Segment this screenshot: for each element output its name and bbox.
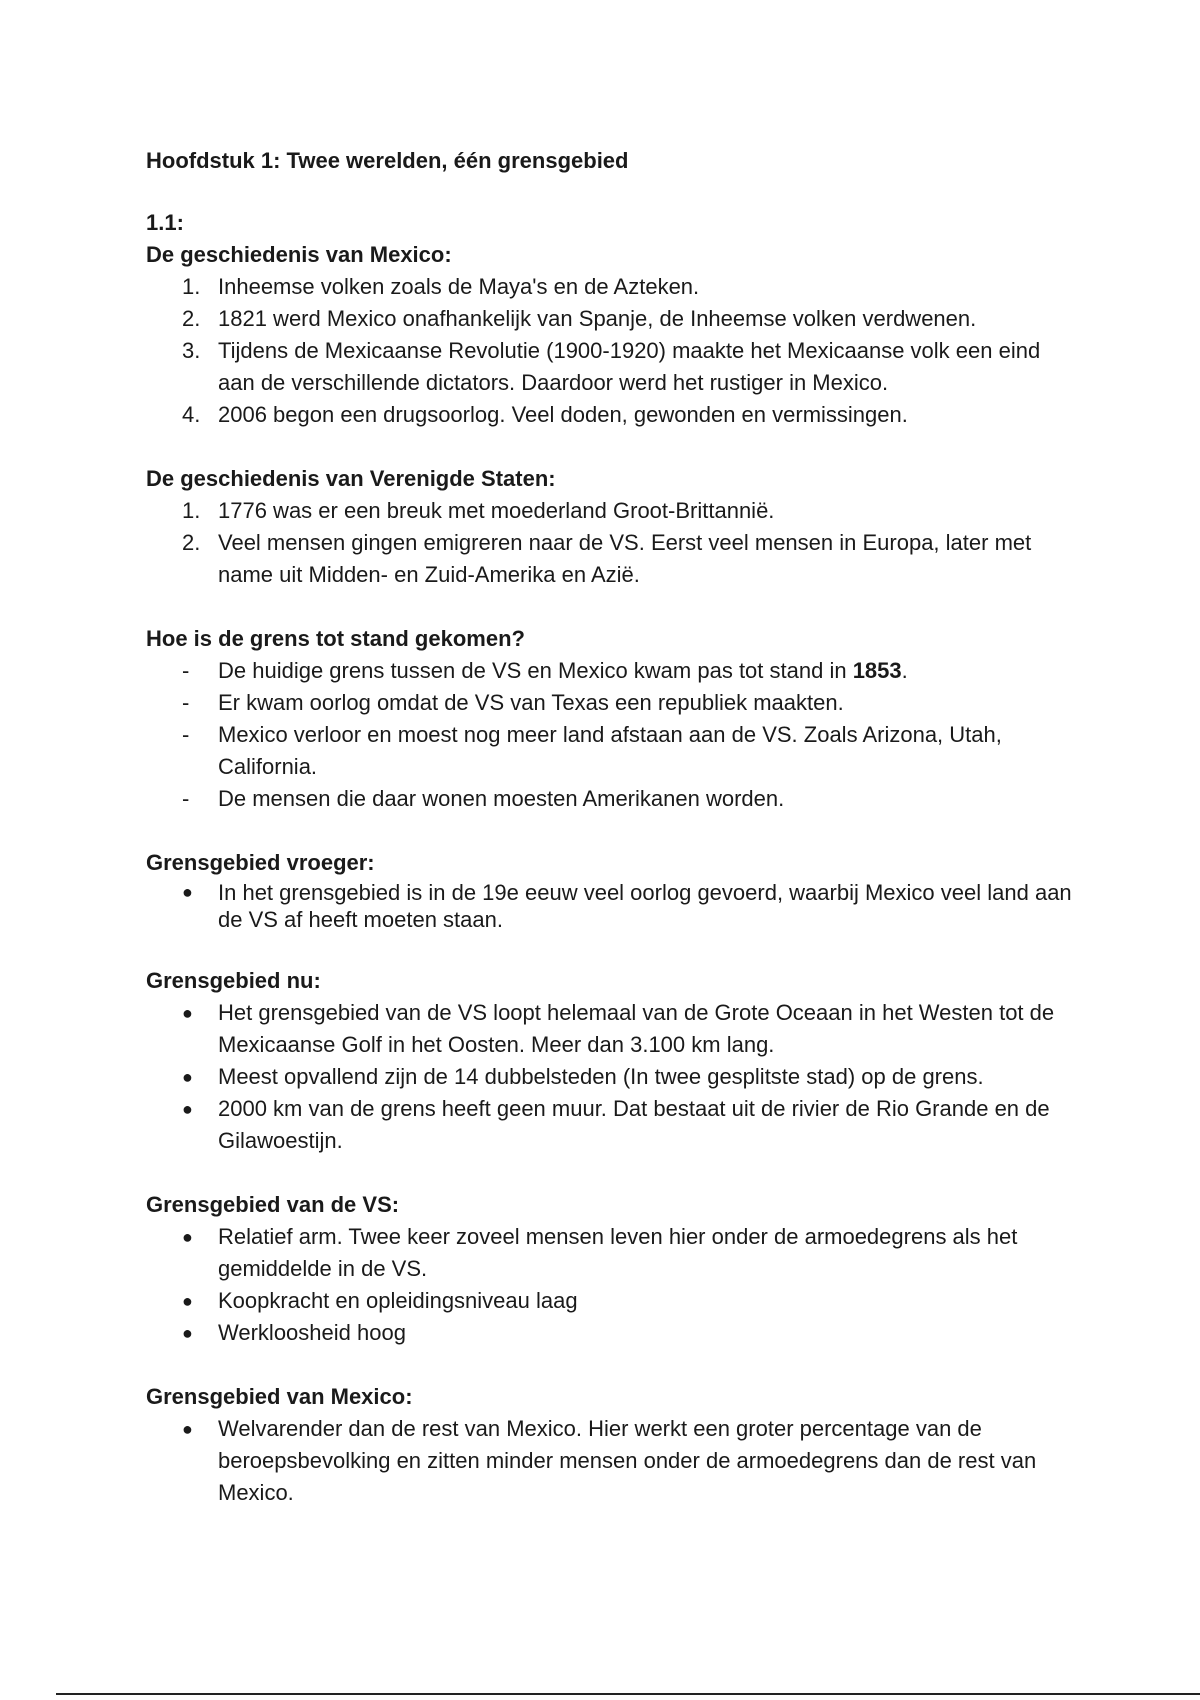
dash-marker: - (182, 722, 190, 747)
bullet-marker: ● (182, 1227, 193, 1247)
list-item-text: In het grensgebied is in de 19e eeuw veel oorlog gevoerd, waarbij Mexico veel land aan de VS af heeft moeten staan. (218, 880, 1072, 932)
list-item-text: Welvarender dan de rest van Mexico. Hier werkt een groter percentage van de beroepsbevolking en zitten minder mensen onder de armoedegrens dan de rest van Mexico. (218, 1416, 1037, 1505)
section-heading: De geschiedenis van Verenigde Staten: (146, 466, 556, 491)
list-item (146, 719, 1076, 783)
section-heading: De geschiedenis van Mexico: (146, 242, 452, 267)
bullet-marker: ● (182, 1419, 193, 1439)
list-number: 2. (182, 530, 201, 555)
list-item (146, 1221, 1076, 1285)
list-item (146, 399, 1076, 431)
bullet-marker: ● (182, 1323, 193, 1343)
bullet-marker: ● (182, 882, 193, 902)
dash-marker: - (182, 690, 190, 715)
border-us-section (146, 1189, 1076, 1349)
bullet-marker: ● (182, 1099, 193, 1119)
bullet-marker: ● (182, 1067, 193, 1087)
list-item-text: Veel mensen gingen emigreren naar de VS. Eerst veel mensen in Europa, later met name uit Midden- en Zuid-Amerika en Azië. (218, 530, 1032, 587)
list-item-text: 2006 begon een drugsoorlog. Veel doden, gewonden en vermissingen. (218, 402, 908, 427)
border-origin-section (146, 623, 1076, 815)
list-item-text: 1821 werd Mexico onafhankelijk van Spanje, de Inheemse volken verdwenen. (218, 306, 977, 331)
list-item (146, 997, 1076, 1061)
section-number: 1.1: (146, 210, 184, 235)
list-number: 1. (182, 498, 201, 523)
list-item-text: De mensen die daar wonen moesten Amerikanen worden. (218, 786, 785, 811)
border-mexico-section (146, 1381, 1076, 1509)
border-now-section (146, 965, 1076, 1157)
list-item (146, 495, 1076, 527)
border-past-section (146, 847, 1076, 933)
section-heading: Grensgebied vroeger: (146, 850, 375, 875)
list-item-text: Relatief arm. Twee keer zoveel mensen leven hier onder de armoedegrens als het gemiddelde in de VS. (218, 1224, 1018, 1281)
list-item (146, 1093, 1076, 1157)
list-item-suffix: . (901, 658, 908, 683)
bullet-marker: ● (182, 1003, 193, 1023)
list-item-text: Werkloosheid hoog (218, 1320, 406, 1345)
list-item (146, 879, 1076, 933)
dash-marker: - (182, 658, 190, 683)
mexico-history-section (146, 239, 1076, 431)
bullet-list (146, 997, 1076, 1157)
list-item-text: 1776 was er een breuk met moederland Groot-Brittannië. (218, 498, 775, 523)
list-item (146, 1317, 1076, 1349)
list-item-text: 2000 km van de grens heeft geen muur. Dat bestaat uit de rivier de Rio Grande en de Gilawoestijn. (218, 1096, 1050, 1153)
list-item-text: De huidige grens tussen de VS en Mexico kwam pas tot stand in (218, 658, 853, 683)
dash-list (146, 655, 1076, 815)
list-item (146, 335, 1076, 399)
dash-marker: - (182, 786, 190, 811)
list-item (146, 1285, 1076, 1317)
section-heading: Grensgebied nu: (146, 968, 321, 993)
bullet-marker: ● (182, 1291, 193, 1311)
list-item (146, 527, 1076, 591)
bullet-list (146, 879, 1076, 933)
section-heading: Hoe is de grens tot stand gekomen? (146, 626, 525, 651)
list-item-text: Meest opvallend zijn de 14 dubbelsteden (In twee gesplitste stad) op de grens. (218, 1064, 984, 1089)
list-item-text: Mexico verloor en moest nog meer land afstaan aan de VS. Zoals Arizona, Utah, California. (218, 722, 1002, 779)
numbered-list (146, 271, 1076, 431)
list-item (146, 687, 1076, 719)
list-item-text: Het grensgebied van de VS loopt helemaal van de Grote Oceaan in het Westen tot de Mexicaanse Golf in het Oosten. Meer dan 3.100 km lang. (218, 1000, 1055, 1057)
bullet-list (146, 1413, 1076, 1509)
year-emphasis: 1853 (852, 658, 902, 683)
list-number: 3. (182, 338, 201, 363)
list-item-text: Tijdens de Mexicaanse Revolutie (1900-1920) maakte het Mexicaanse volk een eind aan de verschillende dictators. Daardoor werd het rustiger in Mexico. (218, 338, 1041, 395)
numbered-list (146, 495, 1076, 591)
list-item (146, 303, 1076, 335)
list-item (146, 1413, 1076, 1509)
document-page (146, 145, 1076, 1541)
chapter-title: Hoofdstuk 1: Twee werelden, één grensgebied (146, 148, 629, 173)
bullet-list (146, 1221, 1076, 1349)
list-number: 1. (182, 274, 201, 299)
section-heading: Grensgebied van de VS: (146, 1192, 400, 1217)
list-number: 4. (182, 402, 201, 427)
list-item-text: Koopkracht en opleidingsniveau laag (218, 1288, 578, 1313)
list-item (146, 1061, 1076, 1093)
list-number: 2. (182, 306, 201, 331)
list-item (146, 783, 1076, 815)
list-item-text: Er kwam oorlog omdat de VS van Texas een republiek maakten. (218, 690, 844, 715)
list-item (146, 655, 1076, 687)
list-item-text: Inheemse volken zoals de Maya's en de Azteken. (218, 274, 700, 299)
section-heading: Grensgebied van Mexico: (146, 1384, 413, 1409)
list-item (146, 271, 1076, 303)
page-bottom-rule (56, 1693, 1200, 1695)
us-history-section (146, 463, 1076, 591)
